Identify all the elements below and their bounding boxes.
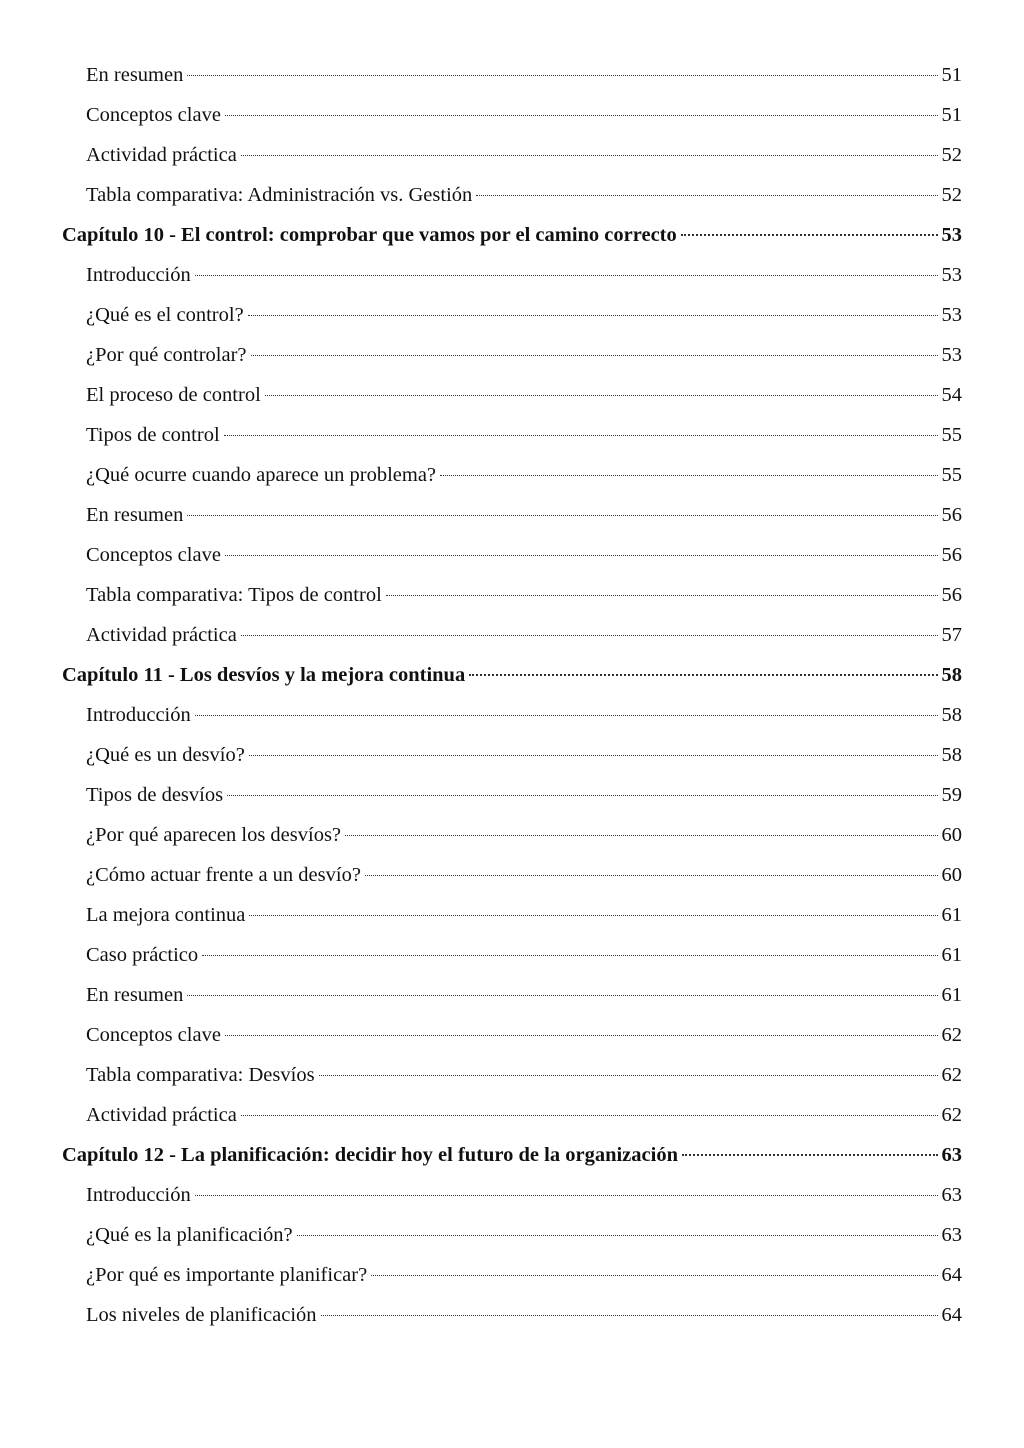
toc-section-entry[interactable] <box>62 1295 962 1335</box>
toc-entry-page-number: 62 <box>941 1024 962 1046</box>
dot-leader <box>386 595 938 596</box>
toc-entry-page-number: 64 <box>941 1304 962 1326</box>
toc-entry-title: Introducción <box>86 1184 191 1206</box>
dot-leader <box>225 115 938 116</box>
dot-leader <box>265 395 938 396</box>
toc-entry-page-number: 63 <box>941 1184 962 1206</box>
dot-leader <box>227 795 937 796</box>
toc-section-entry[interactable] <box>62 135 962 175</box>
dot-leader <box>241 635 938 636</box>
toc-entry-page-number: 52 <box>941 184 962 206</box>
toc-entry-page-number: 63 <box>941 1144 962 1166</box>
dot-leader <box>365 875 938 876</box>
toc-section-entry[interactable] <box>62 575 962 615</box>
toc-entry-page-number: 55 <box>941 464 962 486</box>
dot-leader <box>251 355 938 356</box>
dot-leader <box>297 1235 938 1236</box>
dot-leader <box>248 315 938 316</box>
toc-section-entry[interactable] <box>62 495 962 535</box>
toc-entry-title: Los niveles de planificación <box>86 1304 317 1326</box>
dot-leader <box>682 1154 938 1156</box>
dot-leader <box>321 1315 938 1316</box>
toc-section-entry[interactable] <box>62 55 962 95</box>
toc-entry-title: En resumen <box>86 504 184 526</box>
toc-entry-title: Introducción <box>86 264 191 286</box>
toc-entry-page-number: 52 <box>941 144 962 166</box>
toc-entry-page-number: 58 <box>941 704 962 726</box>
toc-section-entry[interactable] <box>62 1055 962 1095</box>
toc-section-entry[interactable] <box>62 415 962 455</box>
toc-entry-page-number: 56 <box>941 504 962 526</box>
toc-section-entry[interactable] <box>62 815 962 855</box>
toc-entry-page-number: 51 <box>941 104 962 126</box>
toc-section-entry[interactable] <box>62 455 962 495</box>
dot-leader <box>319 1075 938 1076</box>
toc-entry-title: ¿Por qué controlar? <box>86 344 247 366</box>
toc-section-entry[interactable] <box>62 775 962 815</box>
toc-entry-page-number: 54 <box>941 384 962 406</box>
dot-leader <box>345 835 937 836</box>
toc-entry-page-number: 61 <box>941 944 962 966</box>
toc-entry-title: ¿Por qué aparecen los desvíos? <box>86 824 342 846</box>
dot-leader <box>225 555 938 556</box>
toc-section-entry[interactable] <box>62 615 962 655</box>
toc-section-entry[interactable] <box>62 935 962 975</box>
toc-section-entry[interactable] <box>62 855 962 895</box>
toc-entry-title: Actividad práctica <box>86 1104 237 1126</box>
dot-leader <box>440 475 937 476</box>
toc-entry-title: El proceso de control <box>86 384 261 406</box>
dot-leader <box>681 234 938 236</box>
dot-leader <box>241 1115 938 1116</box>
toc-section-entry[interactable] <box>62 695 962 735</box>
toc-entry-title: Tabla comparativa: Tipos de control <box>86 584 382 606</box>
toc-entry-page-number: 51 <box>941 64 962 86</box>
toc-entry-title: ¿Qué es la planificación? <box>86 1224 293 1246</box>
toc-entry-title: Introducción <box>86 704 191 726</box>
toc-section-entry[interactable] <box>62 1015 962 1055</box>
toc-entry-title: ¿Qué ocurre cuando aparece un problema? <box>86 464 437 486</box>
toc-entry-page-number: 59 <box>941 784 962 806</box>
toc-chapter-entry[interactable] <box>62 655 962 695</box>
toc-entry-page-number: 60 <box>941 864 962 886</box>
toc-entry-page-number: 58 <box>941 664 962 686</box>
dot-leader <box>187 515 937 516</box>
toc-entry-title: Conceptos clave <box>86 544 221 566</box>
dot-leader <box>476 195 937 196</box>
toc-entry-title: Capítulo 10 - El control: comprobar que vamos por el camino correcto <box>62 224 677 246</box>
dot-leader <box>195 275 938 276</box>
toc-entry-title: La mejora continua <box>86 904 246 926</box>
toc-entry-page-number: 61 <box>941 904 962 926</box>
toc-entry-page-number: 64 <box>941 1264 962 1286</box>
toc-entry-page-number: 56 <box>941 544 962 566</box>
toc-entry-title: En resumen <box>86 984 184 1006</box>
dot-leader <box>187 995 937 996</box>
toc-section-entry[interactable] <box>62 375 962 415</box>
toc-entry-title: ¿Cómo actuar frente a un desvío? <box>86 864 361 886</box>
toc-entry-page-number: 58 <box>941 744 962 766</box>
dot-leader <box>249 915 937 916</box>
toc-entry-title: Capítulo 11 - Los desvíos y la mejora continua <box>62 664 466 686</box>
toc-entry-page-number: 55 <box>941 424 962 446</box>
dot-leader <box>195 1195 938 1196</box>
toc-entry-title: ¿Por qué es importante planificar? <box>86 1264 368 1286</box>
toc-section-entry[interactable] <box>62 1255 962 1295</box>
toc-entry-title: Capítulo 12 - La planificación: decidir hoy el futuro de la organización <box>62 1144 678 1166</box>
toc-entry-page-number: 53 <box>941 264 962 286</box>
toc-section-entry[interactable] <box>62 95 962 135</box>
toc-section-entry[interactable] <box>62 1095 962 1135</box>
toc-entry-title: Caso práctico <box>86 944 199 966</box>
toc-entry-title: Actividad práctica <box>86 624 237 646</box>
dot-leader <box>371 1275 937 1276</box>
toc-entry-page-number: 57 <box>941 624 962 646</box>
toc-section-entry[interactable] <box>62 295 962 335</box>
toc-entry-title: Conceptos clave <box>86 1024 221 1046</box>
toc-entry-page-number: 63 <box>941 1224 962 1246</box>
table-of-contents <box>62 55 962 1335</box>
dot-leader <box>187 75 937 76</box>
toc-section-entry[interactable] <box>62 535 962 575</box>
toc-entry-title: ¿Qué es un desvío? <box>86 744 245 766</box>
toc-section-entry[interactable] <box>62 1215 962 1255</box>
toc-entry-title: Tipos de desvíos <box>86 784 224 806</box>
toc-entry-page-number: 62 <box>941 1104 962 1126</box>
toc-section-entry[interactable] <box>62 975 962 1015</box>
toc-section-entry[interactable] <box>62 335 962 375</box>
toc-entry-page-number: 56 <box>941 584 962 606</box>
toc-entry-title: Tipos de control <box>86 424 220 446</box>
toc-entry-page-number: 62 <box>941 1064 962 1086</box>
toc-section-entry[interactable] <box>62 175 962 215</box>
toc-section-entry[interactable] <box>62 255 962 295</box>
toc-section-entry[interactable] <box>62 735 962 775</box>
toc-entry-title: Tabla comparativa: Administración vs. Gestión <box>86 184 473 206</box>
toc-entry-title: Tabla comparativa: Desvíos <box>86 1064 315 1086</box>
toc-chapter-entry[interactable] <box>62 1135 962 1175</box>
toc-chapter-entry[interactable] <box>62 215 962 255</box>
dot-leader <box>224 435 938 436</box>
toc-entry-page-number: 53 <box>941 304 962 326</box>
toc-entry-title: Conceptos clave <box>86 104 221 126</box>
toc-entry-page-number: 53 <box>941 344 962 366</box>
toc-entry-title: ¿Qué es el control? <box>86 304 244 326</box>
dot-leader <box>202 955 937 956</box>
toc-entry-page-number: 53 <box>941 224 962 246</box>
dot-leader <box>225 1035 938 1036</box>
dot-leader <box>249 755 938 756</box>
toc-section-entry[interactable] <box>62 895 962 935</box>
toc-section-entry[interactable] <box>62 1175 962 1215</box>
dot-leader <box>195 715 938 716</box>
dot-leader <box>241 155 938 156</box>
toc-entry-title: Actividad práctica <box>86 144 237 166</box>
toc-entry-page-number: 60 <box>941 824 962 846</box>
dot-leader <box>469 674 937 676</box>
toc-entry-title: En resumen <box>86 64 184 86</box>
toc-entry-page-number: 61 <box>941 984 962 1006</box>
